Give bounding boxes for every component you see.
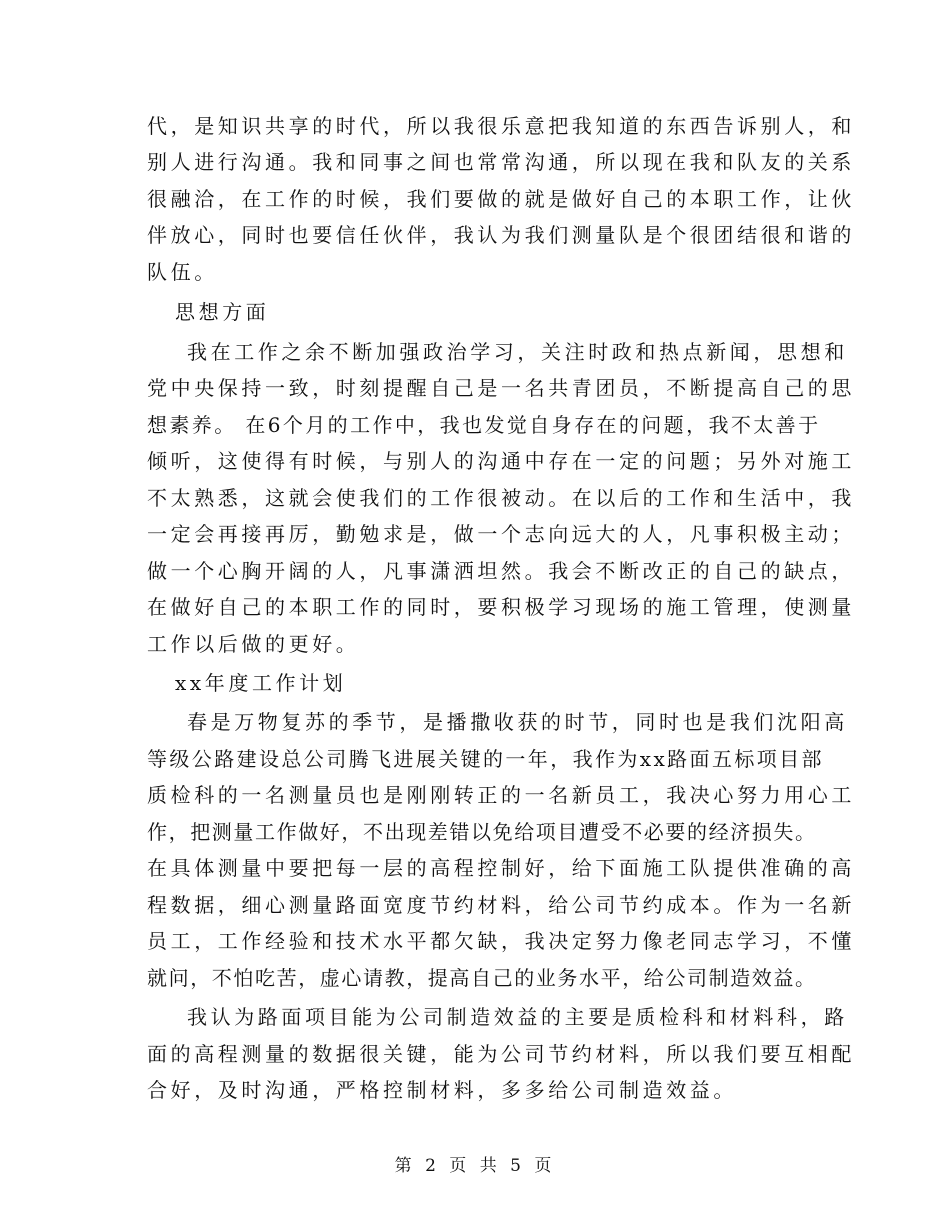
paragraph-line: 别人进行沟通。我和同事之间也常常沟通，所以现在我和队友的关系 (147, 150, 855, 174)
paragraph-line: 在具体测量中要把每一层的高程控制好，给下面施工队提供准确的高 (147, 856, 855, 880)
paragraph-line: 代，是知识共享的时代，所以我很乐意把我知道的东西告诉别人，和 (147, 114, 855, 138)
paragraph-line: 做一个心胸开阔的人，凡事潇洒坦然。我会不断改正的自己的缺点， (147, 559, 855, 583)
paragraph-line: 我认为路面项目能为公司制造效益的主要是质检科和材料科，路 (187, 1005, 848, 1029)
paragraph-line: 党中央保持一致，时刻提醒自己是一名共青团员，不断提高自己的思 (147, 376, 855, 400)
paragraph-line: 质检科的一名测量员也是刚刚转正的一名新员工，我决心努力用心工 (147, 783, 855, 807)
paragraph-line: 想素养。 在6个月的工作中，我也发觉自身存在的问题，我不太善于 (147, 413, 821, 437)
paragraph-line: 队伍。 (147, 260, 218, 284)
paragraph-line: 在做好自己的本职工作的同时，要积极学习现场的施工管理，使测量 (147, 595, 855, 619)
paragraph-line: 倾听，这使得有时候，与别人的沟通中存在一定的问题；另外对施工 (147, 449, 855, 473)
paragraph-line: 面的高程测量的数据很关键，能为公司节约材料，所以我们要互相配 (147, 1042, 855, 1066)
section-heading: 思想方面 (175, 300, 270, 324)
paragraph-line: 一定会再接再厉，勤勉求是，做一个志向远大的人，凡事积极主动； (147, 522, 855, 546)
paragraph-line: 就问，不怕吃苦，虚心请教，提高自己的业务水平，给公司制造效益。 (147, 966, 817, 990)
paragraph-line: 等级公路建设总公司腾飞进展关键的一年，我作为xx路面五标项目部 (147, 747, 824, 771)
paragraph-line: 作，把测量工作做好，不出现差错以免给项目遭受不必要的经济损失。 (147, 820, 817, 844)
paragraph-line: 工作以后做的更好。 (147, 632, 360, 656)
section-heading: xx年度工作计划 (175, 671, 347, 695)
paragraph-line: 合好，及时沟通，严格控制材料，多多给公司制造效益。 (147, 1078, 737, 1102)
paragraph-line: 不太熟悉，这就会使我们的工作很被动。在以后的工作和生活中，我 (147, 486, 855, 510)
paragraph-line: 员工，工作经验和技术水平都欠缺，我决定努力像老同志学习，不懂 (147, 929, 855, 953)
paragraph-line: 很融洽，在工作的时候，我们要做的就是做好自己的本职工作，让伙 (147, 187, 855, 211)
paragraph-line: 伴放心，同时也要信任伙伴，我认为我们测量队是个很团结很和谐的 (147, 223, 855, 247)
page-number: 第 2 页 共 5 页 (394, 1156, 556, 1176)
paragraph-line: 程数据，细心测量路面宽度节约材料，给公司节约成本。作为一名新 (147, 893, 855, 917)
paragraph-line: 我在工作之余不断加强政治学习，关注时政和热点新闻，思想和 (187, 340, 848, 364)
paragraph-line: 春是万物复苏的季节，是播撒收获的时节，同时也是我们沈阳高 (187, 710, 848, 734)
